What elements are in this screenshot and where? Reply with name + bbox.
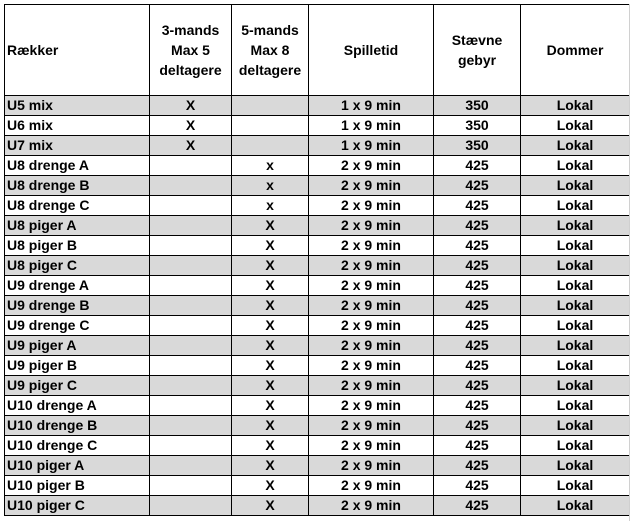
header-row [5, 5, 630, 96]
cell-gebyr[interactable]: 425 [434, 256, 521, 276]
cell-dommer[interactable]: Lokal [521, 136, 630, 156]
header-cell-dommer[interactable] [521, 5, 630, 96]
cell-dommer[interactable]: Lokal [521, 396, 630, 416]
header-line: Rækker [7, 42, 59, 58]
cell-raekker[interactable]: U10 piger A [5, 456, 150, 476]
cell-spilletid[interactable]: 2 x 9 min [309, 276, 434, 296]
table-row [5, 116, 630, 136]
cell-gebyr[interactable]: 425 [434, 236, 521, 256]
cell-dommer[interactable]: Lokal [521, 376, 630, 396]
cell-5-mands[interactable]: x [232, 176, 309, 196]
cell-raekker[interactable]: U8 piger A [5, 216, 150, 236]
grid-edge [629, 4, 633, 521]
cell-spilletid[interactable]: 2 x 9 min [309, 396, 434, 416]
cell-dommer[interactable]: Lokal [521, 96, 630, 116]
cell-5-mands[interactable]: X [232, 296, 309, 316]
cell-3-mands[interactable] [150, 196, 232, 216]
cell-raekker[interactable]: U9 drenge B [5, 296, 150, 316]
cell-3-mands[interactable] [150, 296, 232, 316]
cell-raekker[interactable]: U8 drenge A [5, 156, 150, 176]
cell-5-mands[interactable]: X [232, 316, 309, 336]
cell-dommer[interactable]: Lokal [521, 496, 630, 516]
table-row [5, 216, 630, 236]
cell-3-mands[interactable] [150, 436, 232, 456]
cell-5-mands[interactable]: X [232, 356, 309, 376]
cell-spilletid[interactable]: 2 x 9 min [309, 156, 434, 176]
table-row [5, 336, 630, 356]
header-line: 3-mands [161, 22, 220, 38]
cell-raekker[interactable]: U8 piger C [5, 256, 150, 276]
cell-raekker[interactable]: U8 drenge B [5, 176, 150, 196]
cell-gebyr[interactable]: 425 [434, 316, 521, 336]
header-cell-spilletid[interactable] [309, 5, 434, 96]
cell-raekker[interactable]: U10 drenge A [5, 396, 150, 416]
cell-5-mands[interactable] [232, 96, 309, 116]
cell-raekker[interactable]: U7 mix [5, 136, 150, 156]
cell-spilletid[interactable]: 2 x 9 min [309, 236, 434, 256]
table-row [5, 296, 630, 316]
header-cell-5-mands[interactable] [232, 5, 309, 96]
cell-spilletid[interactable]: 2 x 9 min [309, 476, 434, 496]
cell-raekker[interactable]: U10 drenge C [5, 436, 150, 456]
cell-3-mands[interactable] [150, 496, 232, 516]
table-row [5, 416, 630, 436]
cell-3-mands[interactable] [150, 176, 232, 196]
cell-raekker[interactable]: U9 drenge A [5, 276, 150, 296]
cell-spilletid[interactable]: 2 x 9 min [309, 376, 434, 396]
table-row [5, 196, 630, 216]
cell-raekker[interactable]: U9 piger B [5, 356, 150, 376]
cell-gebyr[interactable]: 425 [434, 376, 521, 396]
cell-3-mands[interactable] [150, 276, 232, 296]
cell-gebyr[interactable]: 425 [434, 456, 521, 476]
cell-3-mands[interactable] [150, 416, 232, 436]
table-row [5, 276, 630, 296]
table-row [5, 176, 630, 196]
cell-raekker[interactable]: U8 drenge C [5, 196, 150, 216]
cell-5-mands[interactable]: X [232, 436, 309, 456]
cell-dommer[interactable]: Lokal [521, 116, 630, 136]
cell-spilletid[interactable]: 2 x 9 min [309, 196, 434, 216]
cell-raekker[interactable]: U10 piger C [5, 496, 150, 516]
cell-dommer[interactable]: Lokal [521, 296, 630, 316]
cell-3-mands[interactable] [150, 476, 232, 496]
cell-gebyr[interactable]: 425 [434, 436, 521, 456]
cell-raekker[interactable]: U9 piger A [5, 336, 150, 356]
cell-3-mands[interactable] [150, 256, 232, 276]
cell-gebyr[interactable]: 350 [434, 136, 521, 156]
cell-5-mands[interactable]: x [232, 156, 309, 176]
cell-spilletid[interactable]: 2 x 9 min [309, 456, 434, 476]
cell-gebyr[interactable]: 425 [434, 476, 521, 496]
cell-dommer[interactable]: Lokal [521, 196, 630, 216]
cell-dommer[interactable]: Lokal [521, 176, 630, 196]
table-row [5, 316, 630, 336]
cell-gebyr[interactable]: 350 [434, 116, 521, 136]
cell-spilletid[interactable]: 2 x 9 min [309, 216, 434, 236]
cell-5-mands[interactable] [232, 136, 309, 156]
cell-3-mands[interactable]: X [150, 96, 232, 116]
cell-spilletid[interactable]: 2 x 9 min [309, 436, 434, 456]
cell-gebyr[interactable]: 425 [434, 496, 521, 516]
cell-raekker[interactable]: U5 mix [5, 96, 150, 116]
header-cell-3-mands[interactable] [150, 5, 232, 96]
cell-5-mands[interactable] [232, 116, 309, 136]
cell-gebyr[interactable]: 425 [434, 416, 521, 436]
header-line: Max 5 [171, 42, 210, 58]
schedule-table [4, 4, 630, 516]
cell-3-mands[interactable] [150, 356, 232, 376]
cell-gebyr[interactable]: 425 [434, 156, 521, 176]
cell-gebyr[interactable]: 425 [434, 336, 521, 356]
header-line: gebyr [457, 52, 497, 68]
cell-gebyr[interactable]: 425 [434, 396, 521, 416]
cell-gebyr[interactable]: 425 [434, 196, 521, 216]
cell-3-mands[interactable] [150, 316, 232, 336]
header-cell-raekker[interactable] [5, 5, 150, 96]
cell-spilletid[interactable]: 2 x 9 min [309, 256, 434, 276]
cell-5-mands[interactable]: X [232, 476, 309, 496]
cell-dommer[interactable]: Lokal [521, 216, 630, 236]
table-row [5, 96, 630, 116]
cell-5-mands[interactable]: X [232, 236, 309, 256]
header-cell-staevne-gebyr[interactable] [434, 5, 521, 96]
cell-5-mands[interactable]: X [232, 276, 309, 296]
cell-gebyr[interactable]: 425 [434, 176, 521, 196]
table-row [5, 236, 630, 256]
cell-spilletid[interactable]: 1 x 9 min [309, 116, 434, 136]
cell-spilletid[interactable]: 2 x 9 min [309, 316, 434, 336]
cell-5-mands[interactable]: X [232, 416, 309, 436]
table-row [5, 356, 630, 376]
header-line: deltagere [238, 62, 302, 78]
cell-3-mands[interactable] [150, 336, 232, 356]
cell-raekker[interactable]: U6 mix [5, 116, 150, 136]
cell-dommer[interactable]: Lokal [521, 416, 630, 436]
cell-3-mands[interactable] [150, 156, 232, 176]
cell-spilletid[interactable]: 2 x 9 min [309, 496, 434, 516]
table-row [5, 256, 630, 276]
cell-gebyr[interactable]: 425 [434, 276, 521, 296]
cell-spilletid[interactable]: 2 x 9 min [309, 356, 434, 376]
cell-3-mands[interactable] [150, 456, 232, 476]
cell-3-mands[interactable] [150, 216, 232, 236]
cell-raekker[interactable]: U9 drenge C [5, 316, 150, 336]
cell-5-mands[interactable]: X [232, 336, 309, 356]
table-body [5, 96, 630, 516]
cell-dommer[interactable]: Lokal [521, 356, 630, 376]
cell-5-mands[interactable]: X [232, 496, 309, 516]
cell-3-mands[interactable] [150, 396, 232, 416]
cell-dommer[interactable]: Lokal [521, 436, 630, 456]
cell-5-mands[interactable]: X [232, 456, 309, 476]
cell-spilletid[interactable]: 1 x 9 min [309, 96, 434, 116]
cell-raekker[interactable]: U9 piger C [5, 376, 150, 396]
cell-gebyr[interactable]: 350 [434, 96, 521, 116]
cell-dommer[interactable]: Lokal [521, 316, 630, 336]
cell-spilletid[interactable]: 2 x 9 min [309, 176, 434, 196]
table-row [5, 436, 630, 456]
cell-3-mands[interactable] [150, 236, 232, 256]
cell-spilletid[interactable]: 2 x 9 min [309, 296, 434, 316]
table-row [5, 496, 630, 516]
header-line: Stævne [451, 32, 503, 48]
cell-spilletid[interactable]: 1 x 9 min [309, 136, 434, 156]
cell-spilletid[interactable]: 2 x 9 min [309, 336, 434, 356]
cell-dommer[interactable]: Lokal [521, 276, 630, 296]
header-line: Max 8 [250, 42, 290, 58]
cell-3-mands[interactable]: X [150, 116, 232, 136]
cell-spilletid[interactable]: 2 x 9 min [309, 416, 434, 436]
table-row [5, 156, 630, 176]
header-line: Dommer [546, 42, 604, 58]
cell-dommer[interactable]: Lokal [521, 476, 630, 496]
cell-5-mands[interactable]: x [232, 196, 309, 216]
cell-gebyr[interactable]: 425 [434, 296, 521, 316]
header-line: Spilletid [343, 42, 399, 58]
header-line: deltagere [159, 62, 222, 78]
table-row [5, 136, 630, 156]
cell-raekker[interactable]: U8 piger B [5, 236, 150, 256]
cell-5-mands[interactable]: X [232, 376, 309, 396]
table-row [5, 376, 630, 396]
header-line: 5-mands [241, 22, 299, 38]
cell-gebyr[interactable]: 425 [434, 216, 521, 236]
table-row [5, 396, 630, 416]
cell-3-mands[interactable] [150, 376, 232, 396]
cell-dommer[interactable]: Lokal [521, 336, 630, 356]
cell-raekker[interactable]: U10 piger B [5, 476, 150, 496]
cell-5-mands[interactable]: X [232, 256, 309, 276]
cell-3-mands[interactable]: X [150, 136, 232, 156]
cell-dommer[interactable]: Lokal [521, 256, 630, 276]
cell-5-mands[interactable]: X [232, 396, 309, 416]
cell-dommer[interactable]: Lokal [521, 156, 630, 176]
cell-gebyr[interactable]: 425 [434, 356, 521, 376]
table-row [5, 476, 630, 496]
cell-dommer[interactable]: Lokal [521, 236, 630, 256]
cell-dommer[interactable]: Lokal [521, 456, 630, 476]
cell-raekker[interactable]: U10 drenge B [5, 416, 150, 436]
table-row [5, 456, 630, 476]
cell-5-mands[interactable]: X [232, 216, 309, 236]
